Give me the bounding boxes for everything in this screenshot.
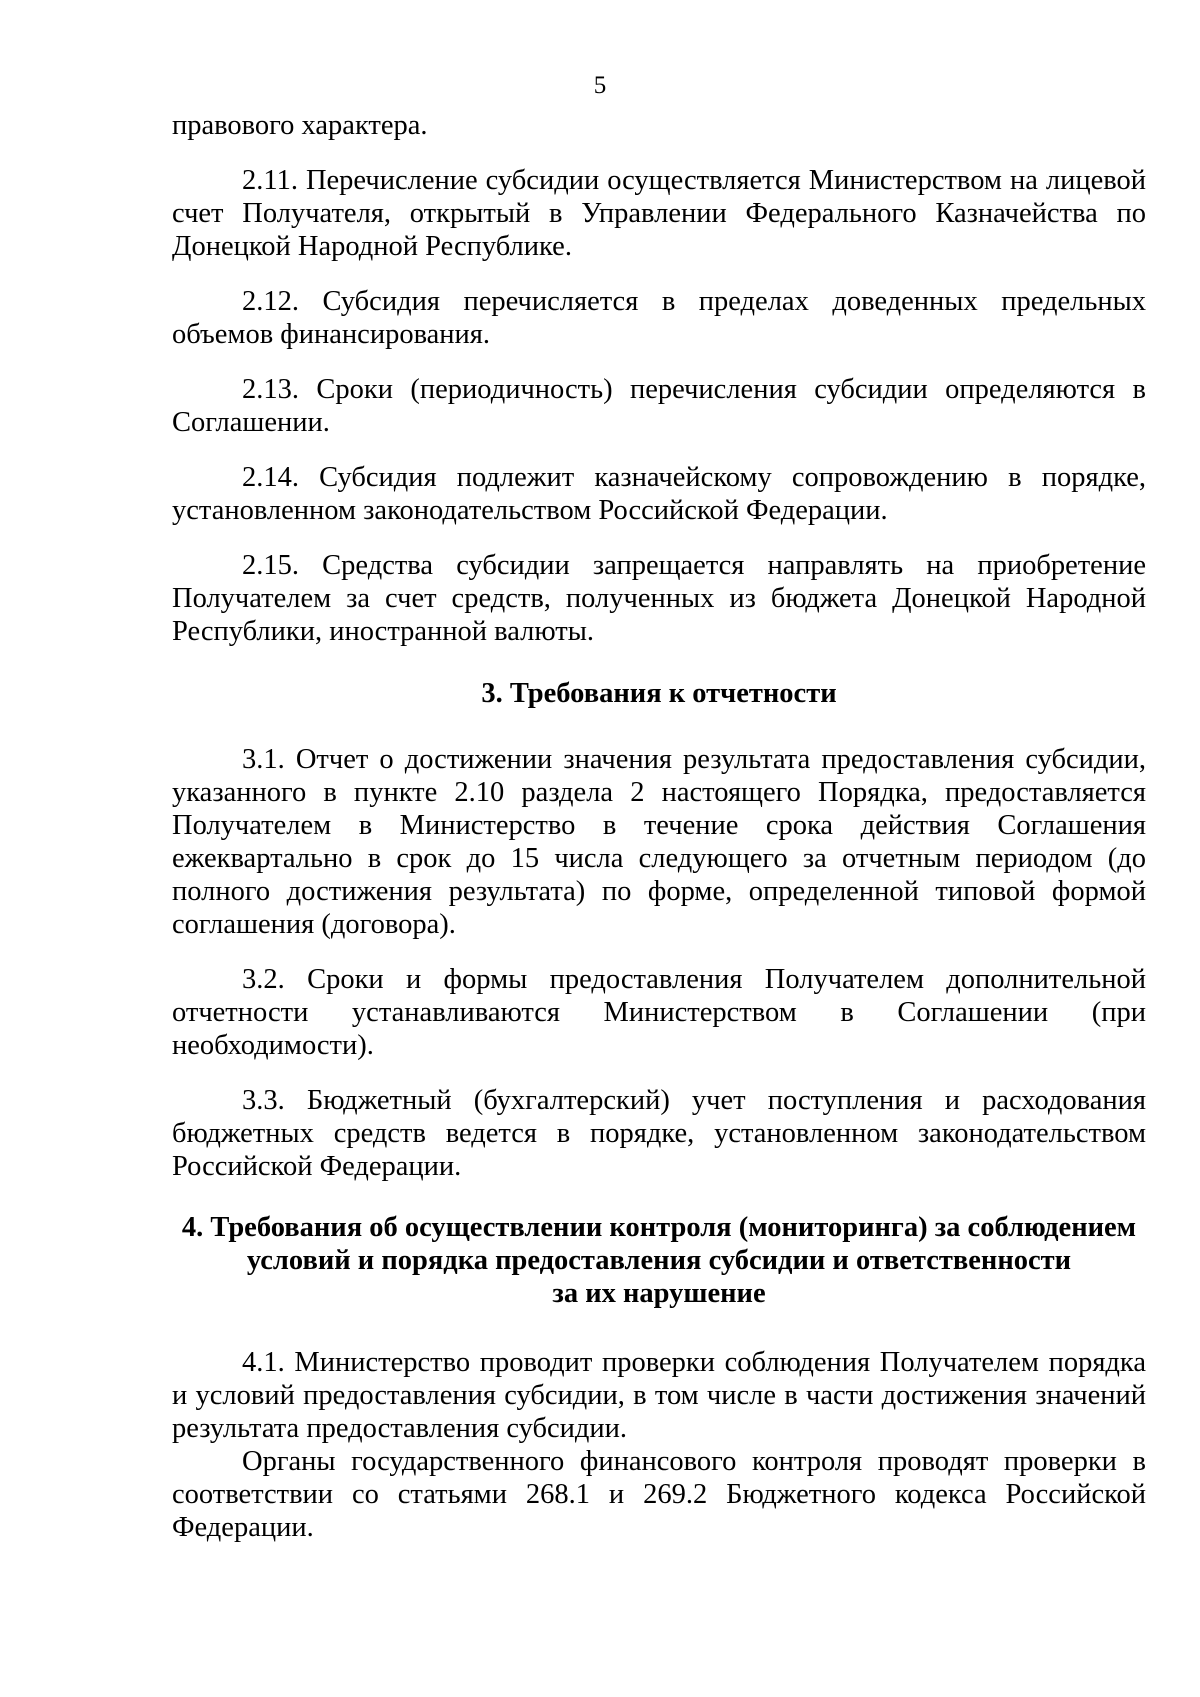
paragraph-continuation: правового характера. bbox=[172, 110, 428, 141]
paragraph-2-15: 2.15. Средства субсидии запрещается направлять на приобретение Получателем за счет средств, полученных из бюджета Донецкой Народной Республики, иностранной валюты. bbox=[172, 550, 1146, 647]
paragraph-2-11: 2.11. Перечисление субсидии осуществляется Министерством на лицевой счет Получателя, открытый в Управлении Федерального Казначейства по Донецкой Народной Республике. bbox=[172, 165, 1146, 262]
paragraph-3-1: 3.1. Отчет о достижении значения результата предоставления субсидии, указанного в пункте 2.10 раздела 2 настоящего Порядка, предоставляется Получателем в Министерство в течение срока действия Соглашения ежеквартально в срок до 15 числа следующего за отчетным периодом (до полного достижения результата) по форме, определенной типовой формой соглашения (договора). bbox=[172, 744, 1146, 940]
section-heading-4-line-2: условий и порядка предоставления субсидии и ответственности bbox=[246, 1245, 1072, 1276]
paragraph-4-1: 4.1. Министерство проводит проверки соблюдения Получателем порядка и условий предоставления субсидии, в том числе в части достижения значений результата предоставления субсидии. bbox=[172, 1347, 1146, 1444]
section-heading-4-line-3: за их нарушение bbox=[552, 1278, 766, 1309]
section-heading-4-line-1: 4. Требования об осуществлении контроля (мониторинга) за соблюдением bbox=[181, 1212, 1137, 1243]
paragraph-3-3: 3.3. Бюджетный (бухгалтерский) учет поступления и расходования бюджетных средств ведется в порядке, установленном законодательством Российской Федерации. bbox=[172, 1085, 1146, 1182]
paragraph-2-13: 2.13. Сроки (периодичность) перечисления субсидии определяются в Соглашении. bbox=[172, 374, 1146, 438]
paragraph-3-2: 3.2. Сроки и формы предоставления Получателем дополнительной отчетности устанавливаются Министерством в Соглашении (при необходимости). bbox=[172, 964, 1146, 1061]
paragraph-2-14: 2.14. Субсидия подлежит казначейскому сопровождению в порядке, установленном законодательством Российской Федерации. bbox=[172, 462, 1146, 526]
section-heading-3 bbox=[172, 677, 1146, 710]
paragraph-4-1-control-bodies: Органы государственного финансового контроля проводят проверки в соответствии со статьями 268.1 и 269.2 Бюджетного кодекса Российской Федерации. bbox=[172, 1446, 1146, 1543]
section-heading-4 bbox=[172, 1211, 1146, 1310]
paragraph-2-12: 2.12. Субсидия перечисляется в пределах доведенных предельных объемов финансирования. bbox=[172, 286, 1146, 350]
page-number: 5 bbox=[593, 72, 607, 99]
section-heading-3-line: 3. Требования к отчетности bbox=[481, 678, 837, 709]
document-body bbox=[172, 109, 1146, 1566]
